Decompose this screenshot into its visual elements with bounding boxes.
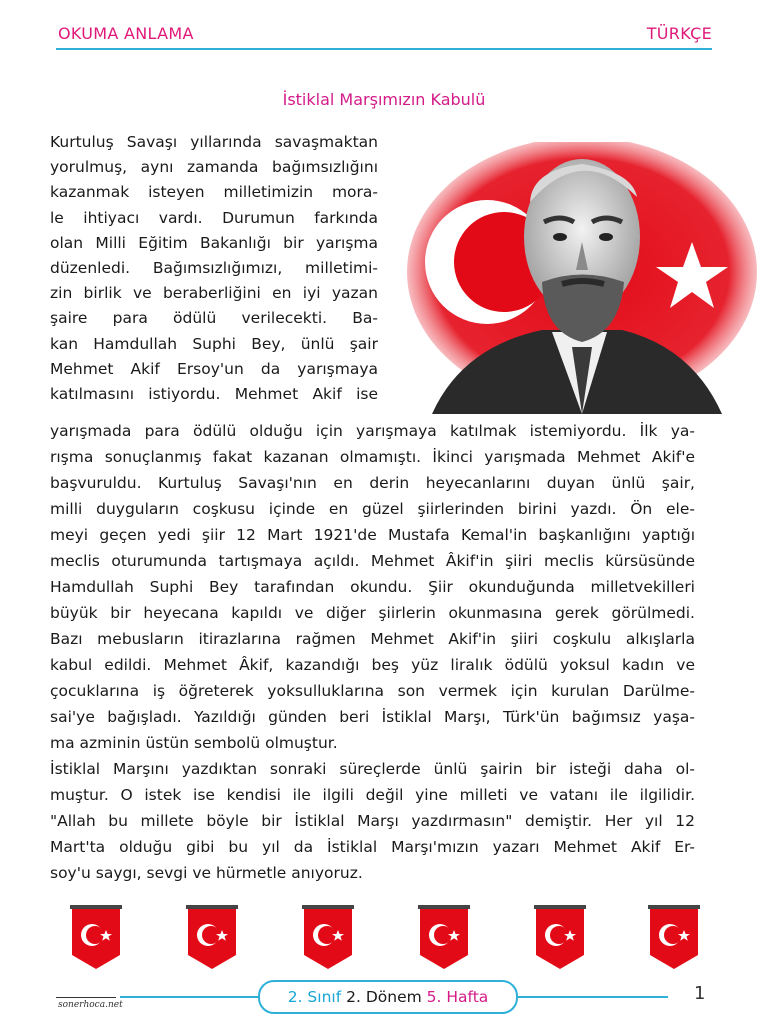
text-line: le ihtiyacı vardı. Durumun farkında [50,208,378,227]
text-line: soy'u saygı, sevgi ve hürmetle anıyoruz. [50,864,363,882]
text-line: ma azminin üstün sembolü olmuştur. [50,734,338,752]
site-underline [56,997,116,998]
text-line: çocuklarına iş öğreterek yoksulluklarına son vermek için kurulan Darülme- [50,682,695,700]
page-number: 1 [694,983,706,1004]
grade-badge [258,980,518,1014]
text-line: meyi geçen yedi şiir 12 Mart 1921'de Mustafa Kemal'in başkanlığını yaptığı [50,526,695,544]
turkish-pennant-flag [186,905,238,971]
text-line: rışma sonuçlanmış fakat kazanan olmamıştı. İkinci yarışmada Mehmet Akif'e [50,448,695,466]
term-label: 2. Dönem [346,988,422,1006]
turkish-pennant-flag [418,905,470,971]
text-line: muştur. O istek ise kendisi ile ilgili değil yine milleti ve vatanı ile ilgilidir. [50,786,695,804]
text-line: büyük bir heyecana kapıldı ve diğer şiirlerin okunmasına gerek görülmedi. [50,604,695,622]
text-line: kan Hamdullah Suphi Bey, ünlü şair [50,334,378,353]
text-line: meclis oturumunda tartışmaya açıldı. Mehmet Âkif'in şiiri meclis kürsüsünde [50,552,695,570]
header-left: OKUMA ANLAMA [58,24,194,43]
text-line: Hamdullah Suphi Bey tarafından okundu. Şiir okunduğunda milletvekilleri [50,578,695,596]
portrait-image [392,142,762,414]
text-line: yorulmuş, aynı zamanda bağımsızlığını [50,158,378,177]
text-line: milli duyguların coşkusu içinde en güzel şiirlerinden birini yazdı. Ön ele- [50,500,695,518]
text-line: başvuruldu. Kurtuluş Savaşı'nın en derin heyecanlarını duyan ünlü şair, [50,474,695,492]
turkish-pennant-flag [648,905,700,971]
text-line: İstiklal Marşını yazdıktan sonraki süreçlerde ünlü şairin bir isteği daha ol- [50,760,695,778]
header-right: TÜRKÇE [646,24,712,43]
text-line: Bazı mebusların itirazlarına rağmen Mehmet Akif'in şiiri coşkulu alkışlarla [50,630,695,648]
text-line: kazanmak isteyen milletimizin mora- [50,183,378,202]
text-line: sai'ye bağışladı. Yazıldığı günden beri İstiklal Marşı, Türk'ün bağımsız yaşa- [50,708,695,726]
text-line: kabul edildi. Mehmet Âkif, kazandığı beş yüz liralık ödülü yoksul kadın ve [50,656,695,674]
text-line: "Allah bu millete böyle bir İstiklal Marşı yazdırmasın" demiştir. Her yıl 12 [50,812,695,830]
week-label: 5. Hafta [426,988,489,1006]
grade-label: 2. Sınıf [287,988,342,1006]
text-line: yarışmada para ödülü olduğu için yarışmaya katılmak istemiyordu. İlk ya- [50,422,695,440]
site-label: sonerhoca.net [58,1000,123,1010]
turkish-pennant-flag [302,905,354,971]
main-paragraph [50,418,695,886]
text-line: katılmasını istiyordu. Mehmet Akif ise [50,385,378,404]
turkish-pennant-flag [70,905,122,971]
turkish-pennant-flag [534,905,586,971]
text-line: zin birlik ve beraberliğini en iyi yazan [50,284,378,303]
text-line: şaire para ödülü verilecekti. Ba- [50,309,378,328]
text-line: düzenledi. Bağımsızlığımızı, milletimi- [50,259,378,278]
header-divider [56,48,712,50]
text-line: Kurtuluş Savaşı yıllarında savaşmaktan [50,133,378,151]
text-line: olan Milli Eğitim Bakanlığı bir yarışma [50,233,378,252]
text-line: Mehmet Akif Ersoy'un da yarışmaya [50,359,378,378]
flag-row [70,905,710,971]
text-line: Mart'ta olduğu gibi bu yıl da İstiklal Marşı'mızın yazarı Mehmet Akif Er- [50,838,695,856]
wrapped-paragraph [50,130,378,407]
page-title: İstiklal Marşımızın Kabulü [282,90,486,109]
